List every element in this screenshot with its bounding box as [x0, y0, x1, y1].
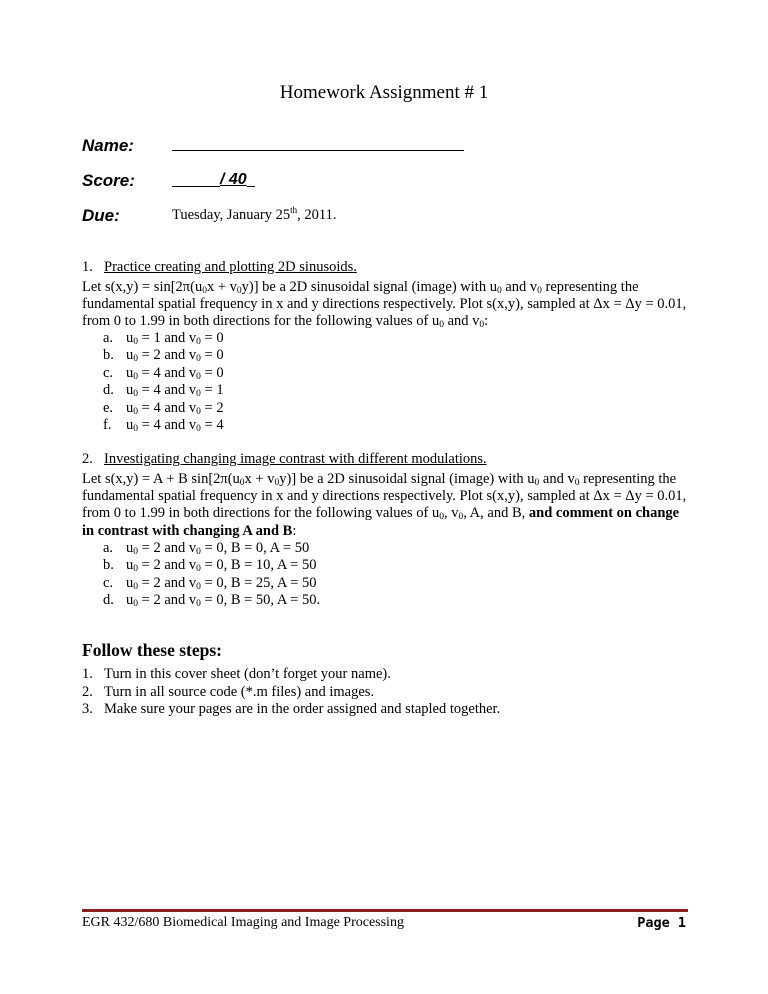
footer-rule — [82, 909, 688, 912]
steps-list — [82, 666, 500, 719]
list-item: b. $u_0 = 2$ and $v_0 = 0$, B = 10, A = 50 — [103, 557, 317, 575]
page-title: Homework Assignment # 1 — [279, 82, 489, 103]
name-label: Name: — [82, 136, 134, 155]
list-item: a. $u_0 = 1$ and $v_0 = 0$ — [103, 330, 224, 347]
score-value: / 40 — [220, 171, 247, 188]
footer-course: EGR 432/680 Biomedical Imaging and Image Processing — [82, 915, 404, 930]
list-item: d. $u_0 = 4$ and $v_0 = 1$ — [103, 382, 224, 400]
step-item: 3. Make sure your pages are in the order assigned and stapled together. — [82, 701, 501, 718]
footer-page-number: Page 1 — [637, 915, 686, 931]
question-2-heading: 2. Investigating changing image contrast with different modulations. — [82, 451, 487, 467]
list-item: c. $u_0 = 4$ and $v_0 = 0$ — [103, 364, 224, 382]
due-date: Tuesday, January 25th, 2011. — [172, 205, 337, 223]
step-item: 1. Turn in this cover sheet (don’t forget your name). — [82, 666, 391, 682]
question-2-text: Let s(x,y) = A + B $\sin[2\pi(u_0x + v_0y)]$ be a 2D sinusoidal signal (image) with $u_0$ and $v_0$ representing the fundamental spatial frequency in x and y directions respectively. Plot s(x,y), sampled at Δx = Δy = 0.01, from 0 to 1.99 in both directions for the following values of $u_0$, $v_0$, A, and B, and comment on change in contrast with changing A and B: — [82, 471, 687, 539]
due-label: Due: — [82, 206, 120, 225]
list-item: e. $u_0 = 4$ and $v_0 = 2$ — [103, 399, 224, 417]
list-item: c. $u_0 = 2$ and $v_0 = 0$, B = 25, A = 50 — [103, 574, 317, 592]
score-label: Score: — [82, 171, 135, 190]
question-1-heading: 1. Practice creating and plotting 2D sinusoids. — [82, 259, 357, 275]
question-2-list — [103, 540, 320, 610]
question-1-list — [103, 330, 224, 434]
name-blank-line[interactable] — [172, 150, 464, 151]
score-field — [172, 171, 255, 189]
steps-heading: Follow these steps: — [82, 640, 222, 660]
step-item: 2. Turn in all source code (*.m files) and images. — [82, 683, 375, 700]
list-item: b. $u_0 = 2$ and $v_0 = 0$ — [103, 347, 224, 365]
question-1-text: Let $s(x,y) = \sin[2\pi(u_0x + v_0y)]$ be a 2D sinusoidal signal (image) with $u_0$ and $v_0$ representing the fundamental spatial frequency in x and y directions respectively. Plot s(x,y), sampled at Δx = Δy = 0.01, from 0 to 1.99 in both directions for the following values of $u_0$ and $v_0$: — [82, 279, 687, 331]
list-item: f. $u_0 = 4$ and $v_0 = 4$ — [103, 417, 224, 435]
list-item: a. $u_0 = 2$ and $v_0 = 0$, B = 0, A = 50 — [103, 540, 310, 557]
list-item: d. $u_0 = 2$ and $v_0 = 0$, B = 50, A = 50. — [103, 592, 321, 610]
